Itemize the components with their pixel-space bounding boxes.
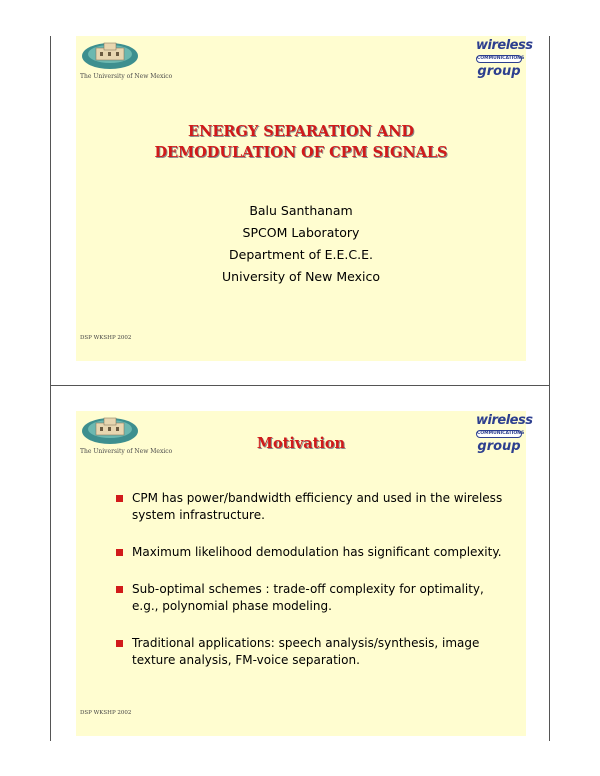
author-lab: SPCOM Laboratory xyxy=(242,225,360,240)
bullet-text: CPM has power/bandwidth efficiency and used in the wireless system infrastructure. xyxy=(132,491,503,522)
author-name: Balu Santhanam xyxy=(249,203,353,218)
bullet-text: Traditional applications: speech analysis/synthesis, image texture analysis, FM-voice separation. xyxy=(132,636,480,667)
bullet-square-icon xyxy=(116,586,123,593)
list-item xyxy=(116,544,506,561)
slide-title-text xyxy=(76,121,526,163)
bullet-square-icon xyxy=(116,495,123,502)
unm-building-icon xyxy=(80,40,140,70)
bullet-text: Maximum likelihood demodulation has significant complexity. xyxy=(132,545,502,559)
slide-title xyxy=(76,36,533,361)
author-block xyxy=(76,200,526,288)
list-item xyxy=(116,490,506,524)
slide-motivation xyxy=(76,411,533,736)
list-item xyxy=(116,581,506,615)
wireless-logo-bottom: group xyxy=(477,64,521,79)
unm-logo-caption: The University of New Mexico xyxy=(80,73,173,80)
author-university: University of New Mexico xyxy=(222,269,380,284)
wireless-logo-band: COMMUNICATIONS xyxy=(477,56,525,61)
bullet-text: Sub-optimal schemes : trade-off complexity for optimality, e.g., polynomial phase modeling. xyxy=(132,582,484,613)
title-line-1: ENERGY SEPARATION AND xyxy=(188,123,414,140)
bullet-list xyxy=(116,490,506,689)
wireless-logo-bottom: group xyxy=(477,439,521,454)
slide-footer: DSP WKSHP 2002 xyxy=(80,710,132,716)
slide-divider xyxy=(50,385,549,386)
slide-title-text: Motivation xyxy=(256,435,346,452)
unm-logo xyxy=(80,40,173,80)
author-department: Department of E.E.C.E. xyxy=(229,247,373,262)
title-line-2: DEMODULATION OF CPM SIGNALS xyxy=(154,144,448,161)
wireless-group-logo xyxy=(476,38,533,80)
unm-logo-caption: The University of New Mexico xyxy=(80,448,173,455)
wireless-logo-top: wireless xyxy=(476,38,533,53)
bullet-square-icon xyxy=(116,640,123,647)
wireless-logo-band: COMMUNICATIONS xyxy=(477,431,525,436)
list-item xyxy=(116,635,506,669)
right-margin-line xyxy=(549,36,550,741)
bullet-square-icon xyxy=(116,549,123,556)
left-margin-line xyxy=(50,36,51,741)
wireless-logo-top: wireless xyxy=(476,413,533,428)
slide-footer: DSP WKSHP 2002 xyxy=(80,335,132,341)
